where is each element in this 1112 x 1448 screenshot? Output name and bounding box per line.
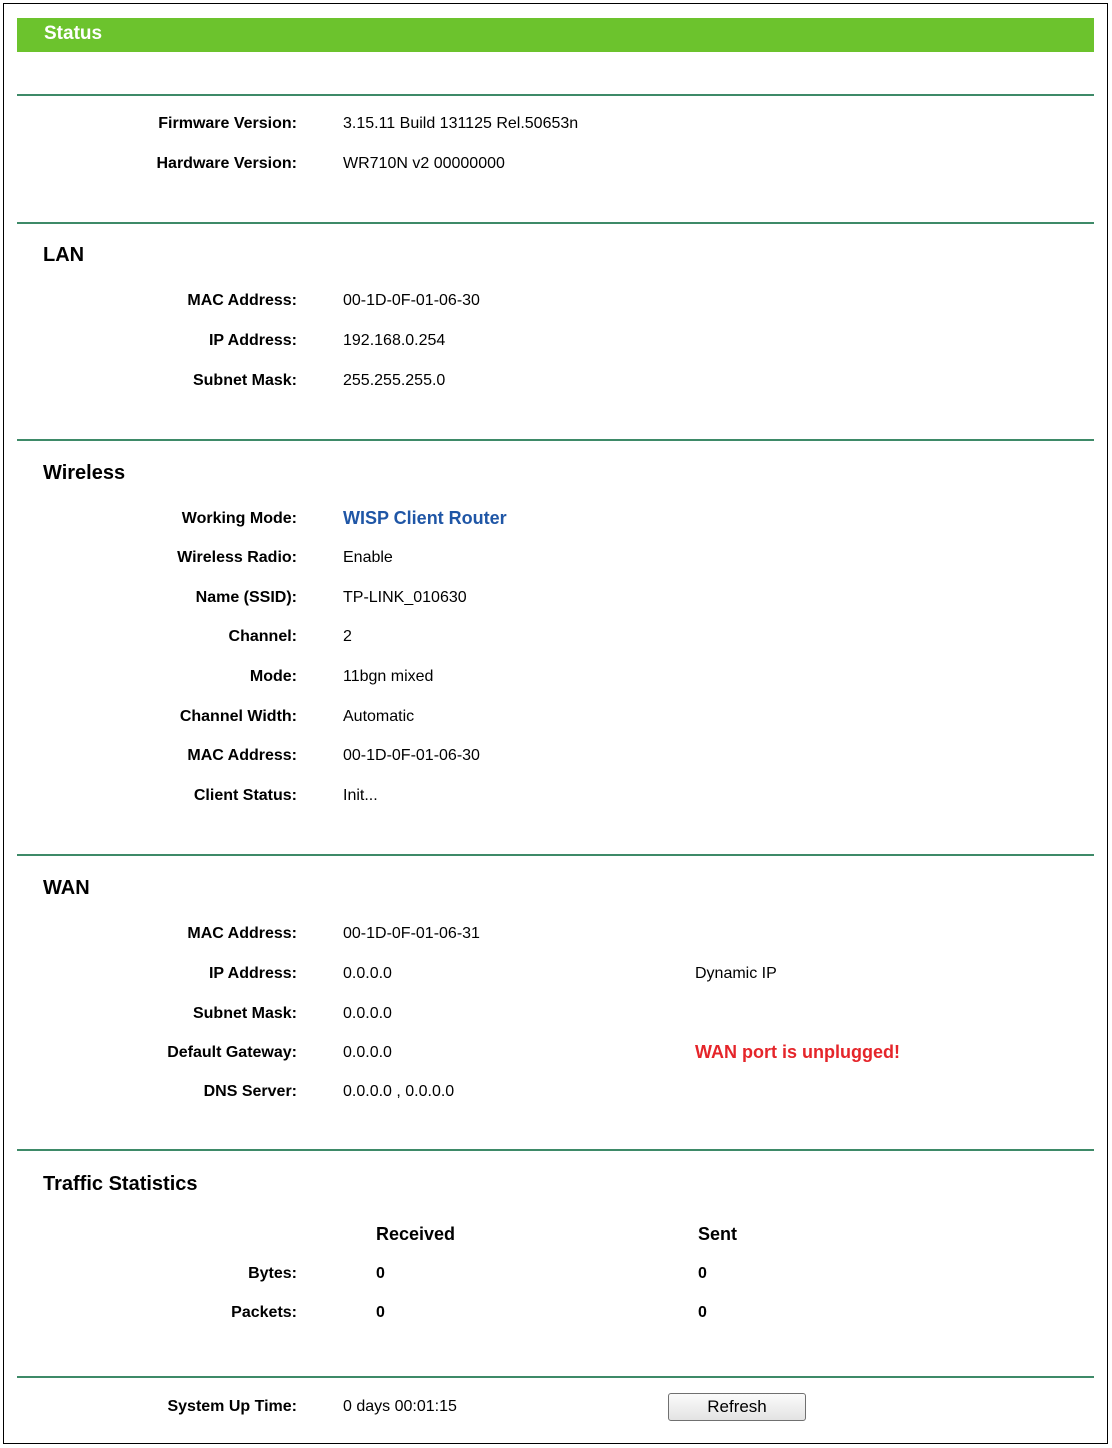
traffic-section-title: Traffic Statistics — [43, 1173, 198, 1195]
ssid-label: Name (SSID): — [195, 589, 297, 606]
page-title: Status — [44, 23, 103, 44]
uptime-label: System Up Time: — [167, 1398, 297, 1415]
default-gateway-label: Default Gateway: — [167, 1044, 297, 1061]
hardware-version-value: WR710N v2 00000000 — [343, 155, 505, 172]
lan-subnet-value: 255.255.255.0 — [343, 372, 446, 389]
received-column-header: Received — [376, 1224, 456, 1244]
client-status-value: Init... — [343, 787, 378, 804]
wan-mac-label: MAC Address: — [187, 925, 297, 942]
lan-subnet-label: Subnet Mask: — [192, 372, 297, 389]
lan-ip-value: 192.168.0.254 — [343, 332, 446, 349]
divider — [17, 222, 1094, 224]
wireless-section-title: Wireless — [43, 462, 126, 484]
packets-received: 0 — [376, 1304, 385, 1321]
channel-value: 2 — [343, 628, 352, 645]
wireless-radio-label: Wireless Radio: — [177, 549, 297, 566]
channel-label: Channel: — [228, 628, 297, 645]
sent-column-header: Sent — [698, 1224, 738, 1244]
default-gateway-value: 0.0.0.0 — [343, 1044, 392, 1061]
divider — [17, 439, 1094, 441]
wireless-mac-label: MAC Address: — [187, 747, 297, 764]
hardware-version-label: Hardware Version: — [156, 155, 297, 172]
wan-connection-type: Dynamic IP — [695, 965, 777, 982]
title-bar — [17, 18, 1094, 52]
lan-ip-label: IP Address: — [208, 332, 297, 349]
working-mode-value: WISP Client Router — [343, 508, 507, 528]
wireless-mode-label: Mode: — [249, 668, 297, 685]
wireless-mac-value: 00-1D-0F-01-06-30 — [343, 747, 480, 764]
wan-ip-label: IP Address: — [208, 965, 297, 982]
wan-ip-value: 0.0.0.0 — [343, 965, 392, 982]
refresh-button[interactable]: Refresh — [668, 1393, 806, 1421]
wan-subnet-label: Subnet Mask: — [192, 1005, 297, 1022]
working-mode-label: Working Mode: — [181, 510, 297, 527]
bytes-received: 0 — [376, 1265, 385, 1282]
client-status-label: Client Status: — [193, 787, 297, 804]
wan-mac-value: 00-1D-0F-01-06-31 — [343, 925, 480, 942]
wan-subnet-value: 0.0.0.0 — [343, 1005, 392, 1022]
channel-width-label: Channel Width: — [179, 708, 297, 725]
uptime-value: 0 days 00:01:15 — [343, 1398, 457, 1415]
packets-sent: 0 — [698, 1304, 707, 1321]
status-page — [3, 3, 1108, 1444]
bytes-sent: 0 — [698, 1265, 707, 1282]
divider — [17, 854, 1094, 856]
firmware-version-label: Firmware Version: — [158, 115, 297, 132]
dns-server-label: DNS Server: — [203, 1083, 297, 1100]
ssid-value: TP-LINK_010630 — [343, 589, 467, 606]
wireless-mode-value: 11bgn mixed — [343, 668, 434, 685]
divider — [17, 1149, 1094, 1151]
firmware-version-value: 3.15.11 Build 131125 Rel.50653n — [343, 115, 579, 132]
wan-section-title: WAN — [43, 877, 90, 899]
lan-mac-value: 00-1D-0F-01-06-30 — [343, 292, 480, 309]
bytes-label: Bytes: — [248, 1265, 297, 1282]
lan-mac-label: MAC Address: — [187, 292, 297, 309]
lan-section-title: LAN — [43, 244, 85, 266]
dns-server-value: 0.0.0.0 , 0.0.0.0 — [343, 1083, 455, 1100]
divider — [17, 94, 1094, 96]
packets-label: Packets: — [231, 1304, 297, 1321]
channel-width-value: Automatic — [343, 708, 415, 725]
divider — [17, 1376, 1094, 1378]
wan-unplugged-alert: WAN port is unplugged! — [695, 1042, 900, 1062]
wireless-radio-value: Enable — [343, 549, 393, 566]
